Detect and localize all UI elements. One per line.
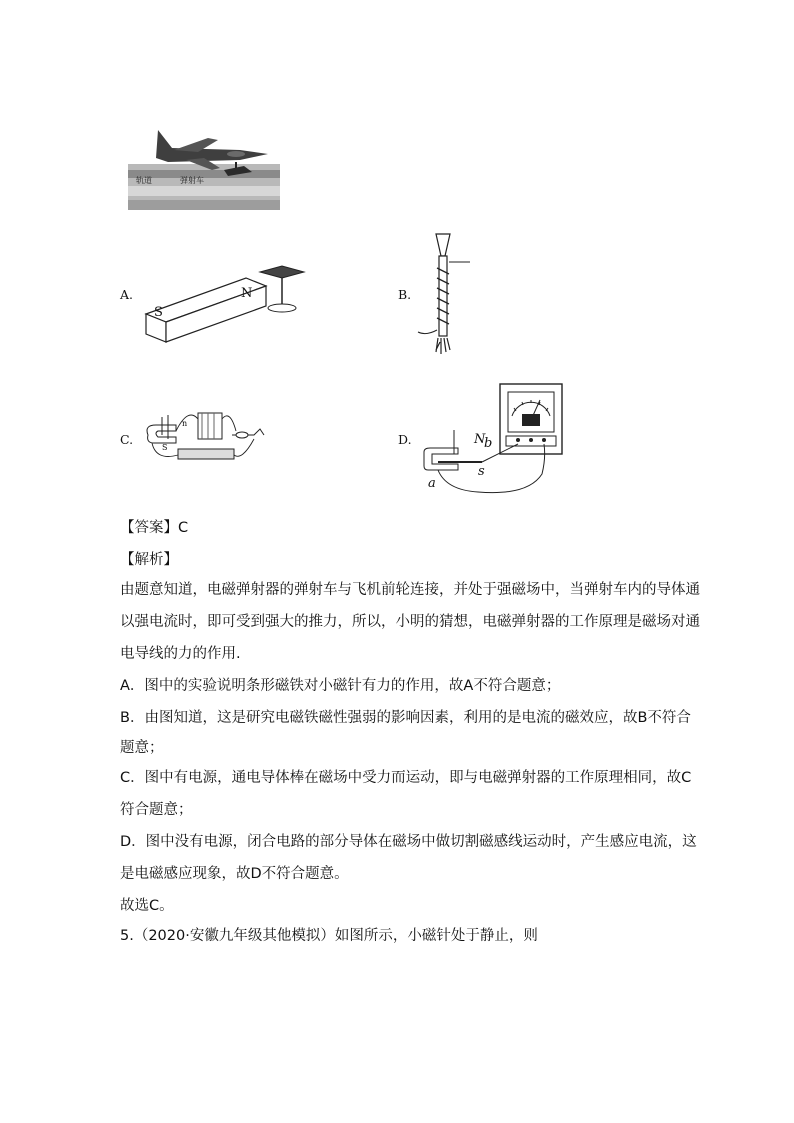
answer-line: 【答案】C bbox=[120, 520, 189, 536]
conductor-b-label: b bbox=[484, 436, 493, 451]
analysis-item-a: A．图中的实验说明条形磁铁对小磁针有力的作用，故A不符合题意； bbox=[120, 678, 561, 694]
coil-n-label: n bbox=[182, 419, 188, 428]
induction-figure bbox=[418, 378, 570, 494]
analysis-item-d-cont: 是电磁感应现象，故D不符合题意。 bbox=[120, 866, 349, 882]
analysis-paragraph-line: 电导线的力的作用. bbox=[120, 646, 241, 662]
analysis-item-c: C．图中有电源，通电导体棒在磁场中受力而运动，即与电磁弹射器的工作原理相同，故C bbox=[120, 770, 692, 786]
analysis-item-b: B．由图知道，这是研究电磁铁磁性强弱的影响因素，利用的是电流的磁效应，故B不符合 bbox=[120, 710, 691, 726]
option-c-label: C. bbox=[120, 432, 134, 447]
rail-label: 轨道 bbox=[136, 176, 152, 185]
magnet-south-pole: S bbox=[154, 305, 163, 320]
analysis-item-b-cont: 题意； bbox=[120, 740, 164, 756]
magnet-s-label: s bbox=[478, 464, 485, 479]
option-b-label: B. bbox=[398, 287, 412, 302]
option-a-label: A. bbox=[120, 287, 134, 302]
analysis-conclusion: 故选C。 bbox=[120, 898, 174, 914]
electromagnet-figure bbox=[416, 232, 476, 358]
catapult-car-label: 弹射车 bbox=[180, 176, 204, 185]
next-question: 5.（2020·安徽九年级其他模拟）如图所示，小磁针处于静止，则 bbox=[120, 928, 538, 944]
magnet-n-label: N bbox=[474, 432, 486, 447]
analysis-item-d: D．图中没有电源，闭合电路的部分导体在磁场中做切割磁感线运动时，产生感应电流，这 bbox=[120, 834, 697, 850]
option-d-label: D. bbox=[398, 432, 412, 447]
motor-principle-figure bbox=[142, 405, 268, 463]
conductor-a-label: a bbox=[428, 476, 436, 491]
analysis-heading: 【解析】 bbox=[120, 552, 178, 568]
analysis-paragraph-line: 以强电流时，即可受到强大的推力，所以，小明的猜想，电磁弹射器的工作原理是磁场对通 bbox=[120, 614, 700, 630]
analysis-paragraph-line: 由题意知道，电磁弹射器的弹射车与飞机前轮连接，并处于强磁场中，当弹射车内的导体通 bbox=[120, 582, 700, 598]
magnet-north-pole: N bbox=[241, 286, 253, 301]
catapult-figure bbox=[128, 126, 280, 210]
bar-magnet-figure bbox=[140, 262, 310, 348]
analysis-item-c-cont: 符合题意； bbox=[120, 802, 193, 818]
coil-s-label: S bbox=[162, 443, 168, 452]
